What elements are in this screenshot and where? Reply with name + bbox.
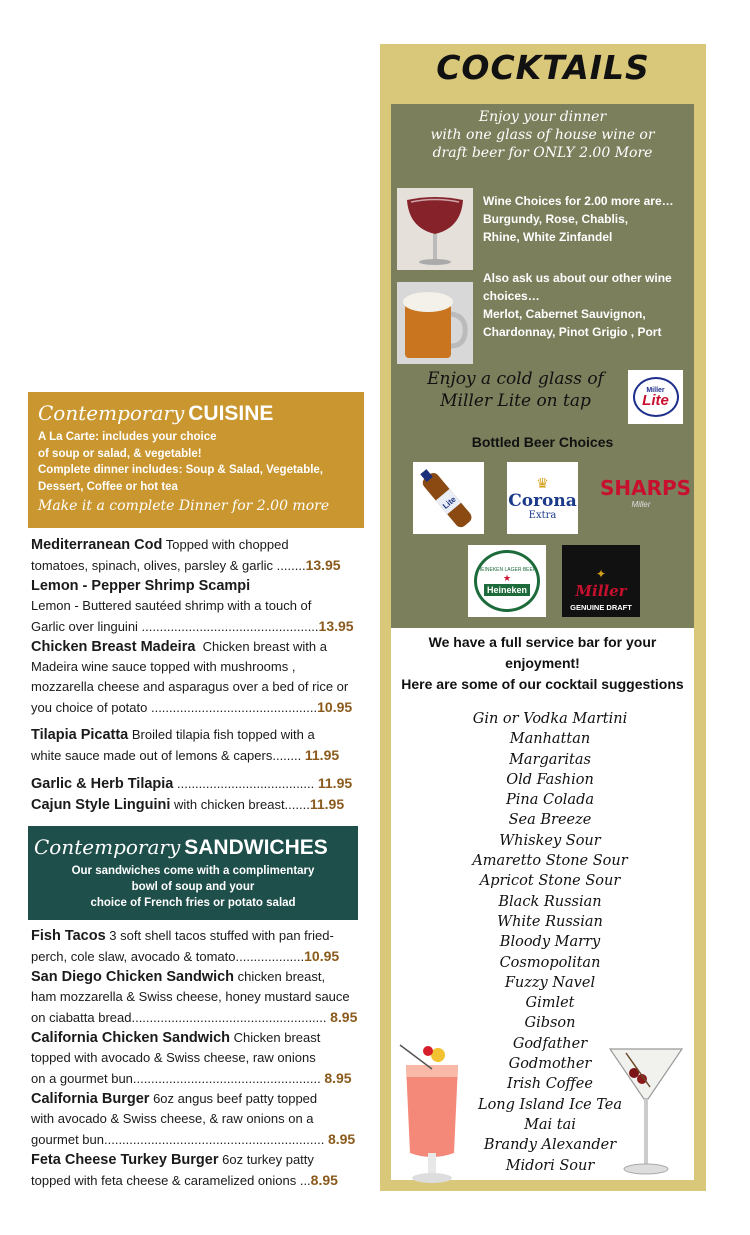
menu-item	[31, 1028, 361, 1089]
cocktail-item: Gibson	[524, 1015, 576, 1032]
wine-glass-icon	[397, 188, 473, 270]
heineken-logo	[468, 545, 546, 617]
cuisine-title-bold: CUISINE	[188, 402, 274, 425]
tropical-drink-icon	[398, 1035, 466, 1187]
wine-choices	[483, 192, 674, 246]
item-desc: ham mozzarella & Swiss cheese, honey mustard sauce	[31, 989, 350, 1004]
menu-item	[31, 725, 361, 766]
wine-line: Chardonnay, Pinot Grigio , Port	[483, 325, 662, 339]
cocktail-item: Margaritas	[509, 751, 591, 768]
item-name: San Diego Chicken Sandwich	[31, 969, 235, 985]
crown-icon: ♛	[536, 475, 549, 491]
promo-line: draft beer for ONLY 2.00 More	[432, 145, 653, 161]
cocktail-item: Godmother	[508, 1056, 592, 1073]
miller-lite-logo	[628, 370, 683, 424]
menu-item	[31, 637, 361, 718]
miller-lite-bottle-logo	[413, 462, 484, 534]
item-name: Garlic & Herb Tilapia	[31, 776, 174, 792]
item-desc: Garlic over linguini .................................................	[31, 619, 319, 634]
cocktail-item: Midori Sour	[505, 1157, 595, 1174]
bar-line: enjoyment!	[505, 655, 580, 671]
item-desc: Chicken breast	[233, 1030, 321, 1045]
corona-sub: Extra	[528, 510, 557, 521]
cocktail-item: Brandy Alexander	[483, 1137, 617, 1154]
bar-line: We have a full service bar for your	[428, 634, 657, 650]
item-name: Lemon - Pepper Shrimp Scampi	[31, 578, 251, 594]
item-name: California Chicken Sandwich	[31, 1030, 231, 1046]
item-desc: Madeira wine sauce topped with mushrooms ,	[31, 659, 296, 674]
cocktail-item: Godfather	[512, 1035, 588, 1052]
entree-list	[31, 535, 361, 815]
menu-item	[31, 967, 361, 1028]
item-price: 11.95	[304, 747, 340, 763]
cuisine-title	[38, 398, 356, 429]
star-icon: ★	[502, 572, 512, 583]
cocktail-item: Sea Breeze	[508, 812, 592, 829]
menu-item	[31, 576, 361, 637]
cocktail-item: Gimlet	[525, 995, 575, 1012]
item-desc: Topped with chopped	[165, 537, 289, 552]
menu-item	[31, 1150, 361, 1191]
corona-text: Corona	[508, 491, 577, 511]
cuisine-header	[28, 392, 364, 528]
item-price: 8.95	[310, 1172, 338, 1188]
item-desc: on ciabatta bread......................................................	[31, 1010, 331, 1025]
item-desc: with chicken breast.......	[174, 797, 310, 812]
cuisine-line: of soup or salad, & vegetable!	[38, 447, 202, 460]
miller-lite-promo	[408, 368, 623, 412]
heineken-seal	[474, 550, 540, 612]
item-desc: perch, cole slaw, avocado & tomato...................	[31, 949, 305, 964]
item-price: 10.95	[304, 948, 340, 964]
heineken-top: HEINEKEN LAGER BEER	[477, 566, 537, 573]
item-name: California Burger	[31, 1091, 150, 1107]
promo-line: Enjoy your dinner	[478, 109, 607, 125]
item-desc: white sauce made out of lemons & capers........	[31, 748, 302, 763]
item-name: Feta Cheese Turkey Burger	[31, 1152, 219, 1168]
item-desc: 3 soft shell tacos stuffed with pan fried-	[109, 928, 334, 943]
item-price: 8.95	[324, 1070, 352, 1086]
cocktail-item: White Russian	[497, 913, 603, 930]
beer-mug-icon	[397, 282, 473, 364]
other-wine-choices	[483, 269, 672, 341]
item-desc: on a gourmet bun....................................................	[31, 1071, 325, 1086]
beer-bottle-icon	[413, 462, 484, 534]
cocktail-item: Pina Colada	[505, 792, 595, 809]
item-desc: ......................................	[177, 776, 315, 791]
cuisine-line: A La Carte: includes your choice	[38, 431, 217, 443]
cocktail-item: Old Fashion	[506, 771, 594, 788]
genuine-draft-text: GENUINE DRAFT	[570, 603, 632, 612]
item-desc: 6oz turkey patty	[222, 1152, 314, 1167]
item-price: 13.95	[318, 618, 354, 634]
item-desc: gourmet bun.............................................................	[31, 1132, 328, 1147]
item-desc: mozzarella cheese and asparagus over a bed of rice or	[31, 679, 349, 694]
complete-dinner-note: Make it a complete Dinner for 2.00 more	[38, 498, 330, 514]
cocktails-title: COCKTAILS	[436, 48, 650, 87]
sharps-sub: Miller	[631, 500, 651, 509]
item-desc: topped with avocado & Swiss cheese, raw onions	[31, 1050, 316, 1065]
item-desc: 6oz angus beef patty topped	[153, 1091, 318, 1106]
bar-line: Here are some of our cocktail suggestions	[401, 676, 684, 692]
beer-mug-image	[397, 282, 473, 364]
sandwiches-header	[28, 826, 358, 920]
cocktail-item: Whiskey Sour	[499, 832, 601, 849]
item-name: Fish Tacos	[31, 928, 106, 944]
item-price: 13.95	[305, 557, 341, 573]
wine-promo	[391, 108, 694, 162]
sharps-text: SHARPS	[600, 476, 692, 500]
cuisine-title-script: Contemporary	[38, 401, 185, 425]
item-desc: Broiled tilapia fish topped with a	[131, 727, 315, 742]
wine-line: Rhine, White Zinfandel	[483, 230, 613, 244]
sandwiches-title-script: Contemporary	[34, 835, 181, 859]
menu-item	[31, 926, 361, 967]
cocktail-item: Mai tai	[524, 1116, 576, 1133]
heineken-text: Heineken	[484, 584, 530, 596]
wine-line: choices…	[483, 289, 540, 303]
wine-line: Burgundy, Rose, Chablis,	[483, 212, 629, 226]
item-price: 8.95	[327, 1131, 356, 1147]
sandwiches-line: choice of French fries or potato salad	[90, 897, 296, 909]
item-desc: topped with feta cheese & caramelized onions ...	[31, 1173, 311, 1188]
sandwiches-title	[34, 832, 352, 863]
cuisine-line: Complete dinner includes: Soup & Salad, Vegetable,	[38, 464, 324, 476]
wine-line: Wine Choices for 2.00 more are…	[483, 194, 674, 208]
miller-line: Miller Lite on tap	[440, 391, 591, 411]
cocktail-item: Amaretto Stone Sour	[472, 853, 628, 870]
sharps-logo	[600, 476, 692, 509]
item-desc: Lemon - Buttered sautéed shrimp with a touch of	[31, 598, 312, 613]
item-name: Tilapia Picatta	[31, 727, 129, 743]
wine-line: Merlot, Cabernet Sauvignon,	[483, 307, 646, 321]
cocktail-item: Bloody Marry	[499, 934, 601, 951]
miller-lite-logo-circle	[633, 377, 679, 417]
item-name: Mediterranean Cod	[31, 537, 163, 553]
cocktail-item: Irish Coffee	[507, 1076, 593, 1093]
bottle-label: Lite	[441, 494, 458, 511]
menu-item	[31, 794, 361, 815]
full-service-bar-text	[391, 632, 694, 695]
item-name: Chicken Breast Madeira	[31, 639, 196, 655]
cocktail-item: Apricot Stone Sour	[479, 873, 621, 890]
wine-glass-image	[397, 188, 473, 270]
cuisine-line: Dessert, Coffee or hot tea	[38, 480, 178, 493]
menu-item	[31, 773, 361, 794]
item-desc: with avocado & Swiss cheese, & raw onions on a	[31, 1111, 314, 1126]
miller-genuine-draft-logo	[562, 545, 640, 617]
cocktail-item: Fuzzy Navel	[504, 974, 596, 991]
cocktail-item: Cosmopolitan	[499, 954, 601, 971]
sandwiches-line: Our sandwiches come with a complimentary	[71, 865, 315, 877]
miller-gd-brand: Miller	[575, 582, 627, 600]
lite-text: Lite	[642, 391, 669, 409]
item-price: 10.95	[317, 699, 353, 715]
miller-line: Enjoy a cold glass of	[427, 369, 604, 389]
martini-glass-icon	[606, 1043, 686, 1179]
sandwiches-title-bold: SANDWICHES	[184, 836, 328, 859]
miller-brand: Miller	[646, 386, 665, 394]
cocktail-item: Long Island Ice Tea	[477, 1096, 623, 1113]
item-price: 11.95	[317, 775, 353, 791]
corona-logo	[507, 462, 578, 534]
bottled-beer-heading: Bottled Beer Choices	[471, 434, 614, 450]
cocktail-item: Gin or Vodka Martini	[472, 711, 628, 727]
item-desc: tomatoes, spinach, olives, parsley & garlic ........	[31, 558, 306, 573]
item-desc: you choice of potato ..............................................	[31, 700, 318, 715]
cocktail-item: Black Russian	[498, 893, 602, 910]
menu-item	[31, 1089, 361, 1150]
wine-line: Also ask us about our other wine	[483, 271, 672, 285]
item-name: Cajun Style Linguini	[31, 797, 171, 813]
item-price: 8.95	[330, 1009, 358, 1025]
item-price: 11.95	[309, 796, 345, 812]
item-desc: chicken breast,	[237, 969, 326, 984]
eagle-icon: ✦	[595, 567, 607, 581]
item-desc: Chicken breast with a	[202, 639, 327, 654]
sandwich-list	[31, 926, 361, 1191]
sandwiches-line: bowl of soup and your	[131, 881, 255, 893]
promo-line: with one glass of house wine or	[430, 127, 655, 143]
menu-item	[31, 535, 361, 576]
cocktail-item: Manhattan	[509, 731, 591, 748]
